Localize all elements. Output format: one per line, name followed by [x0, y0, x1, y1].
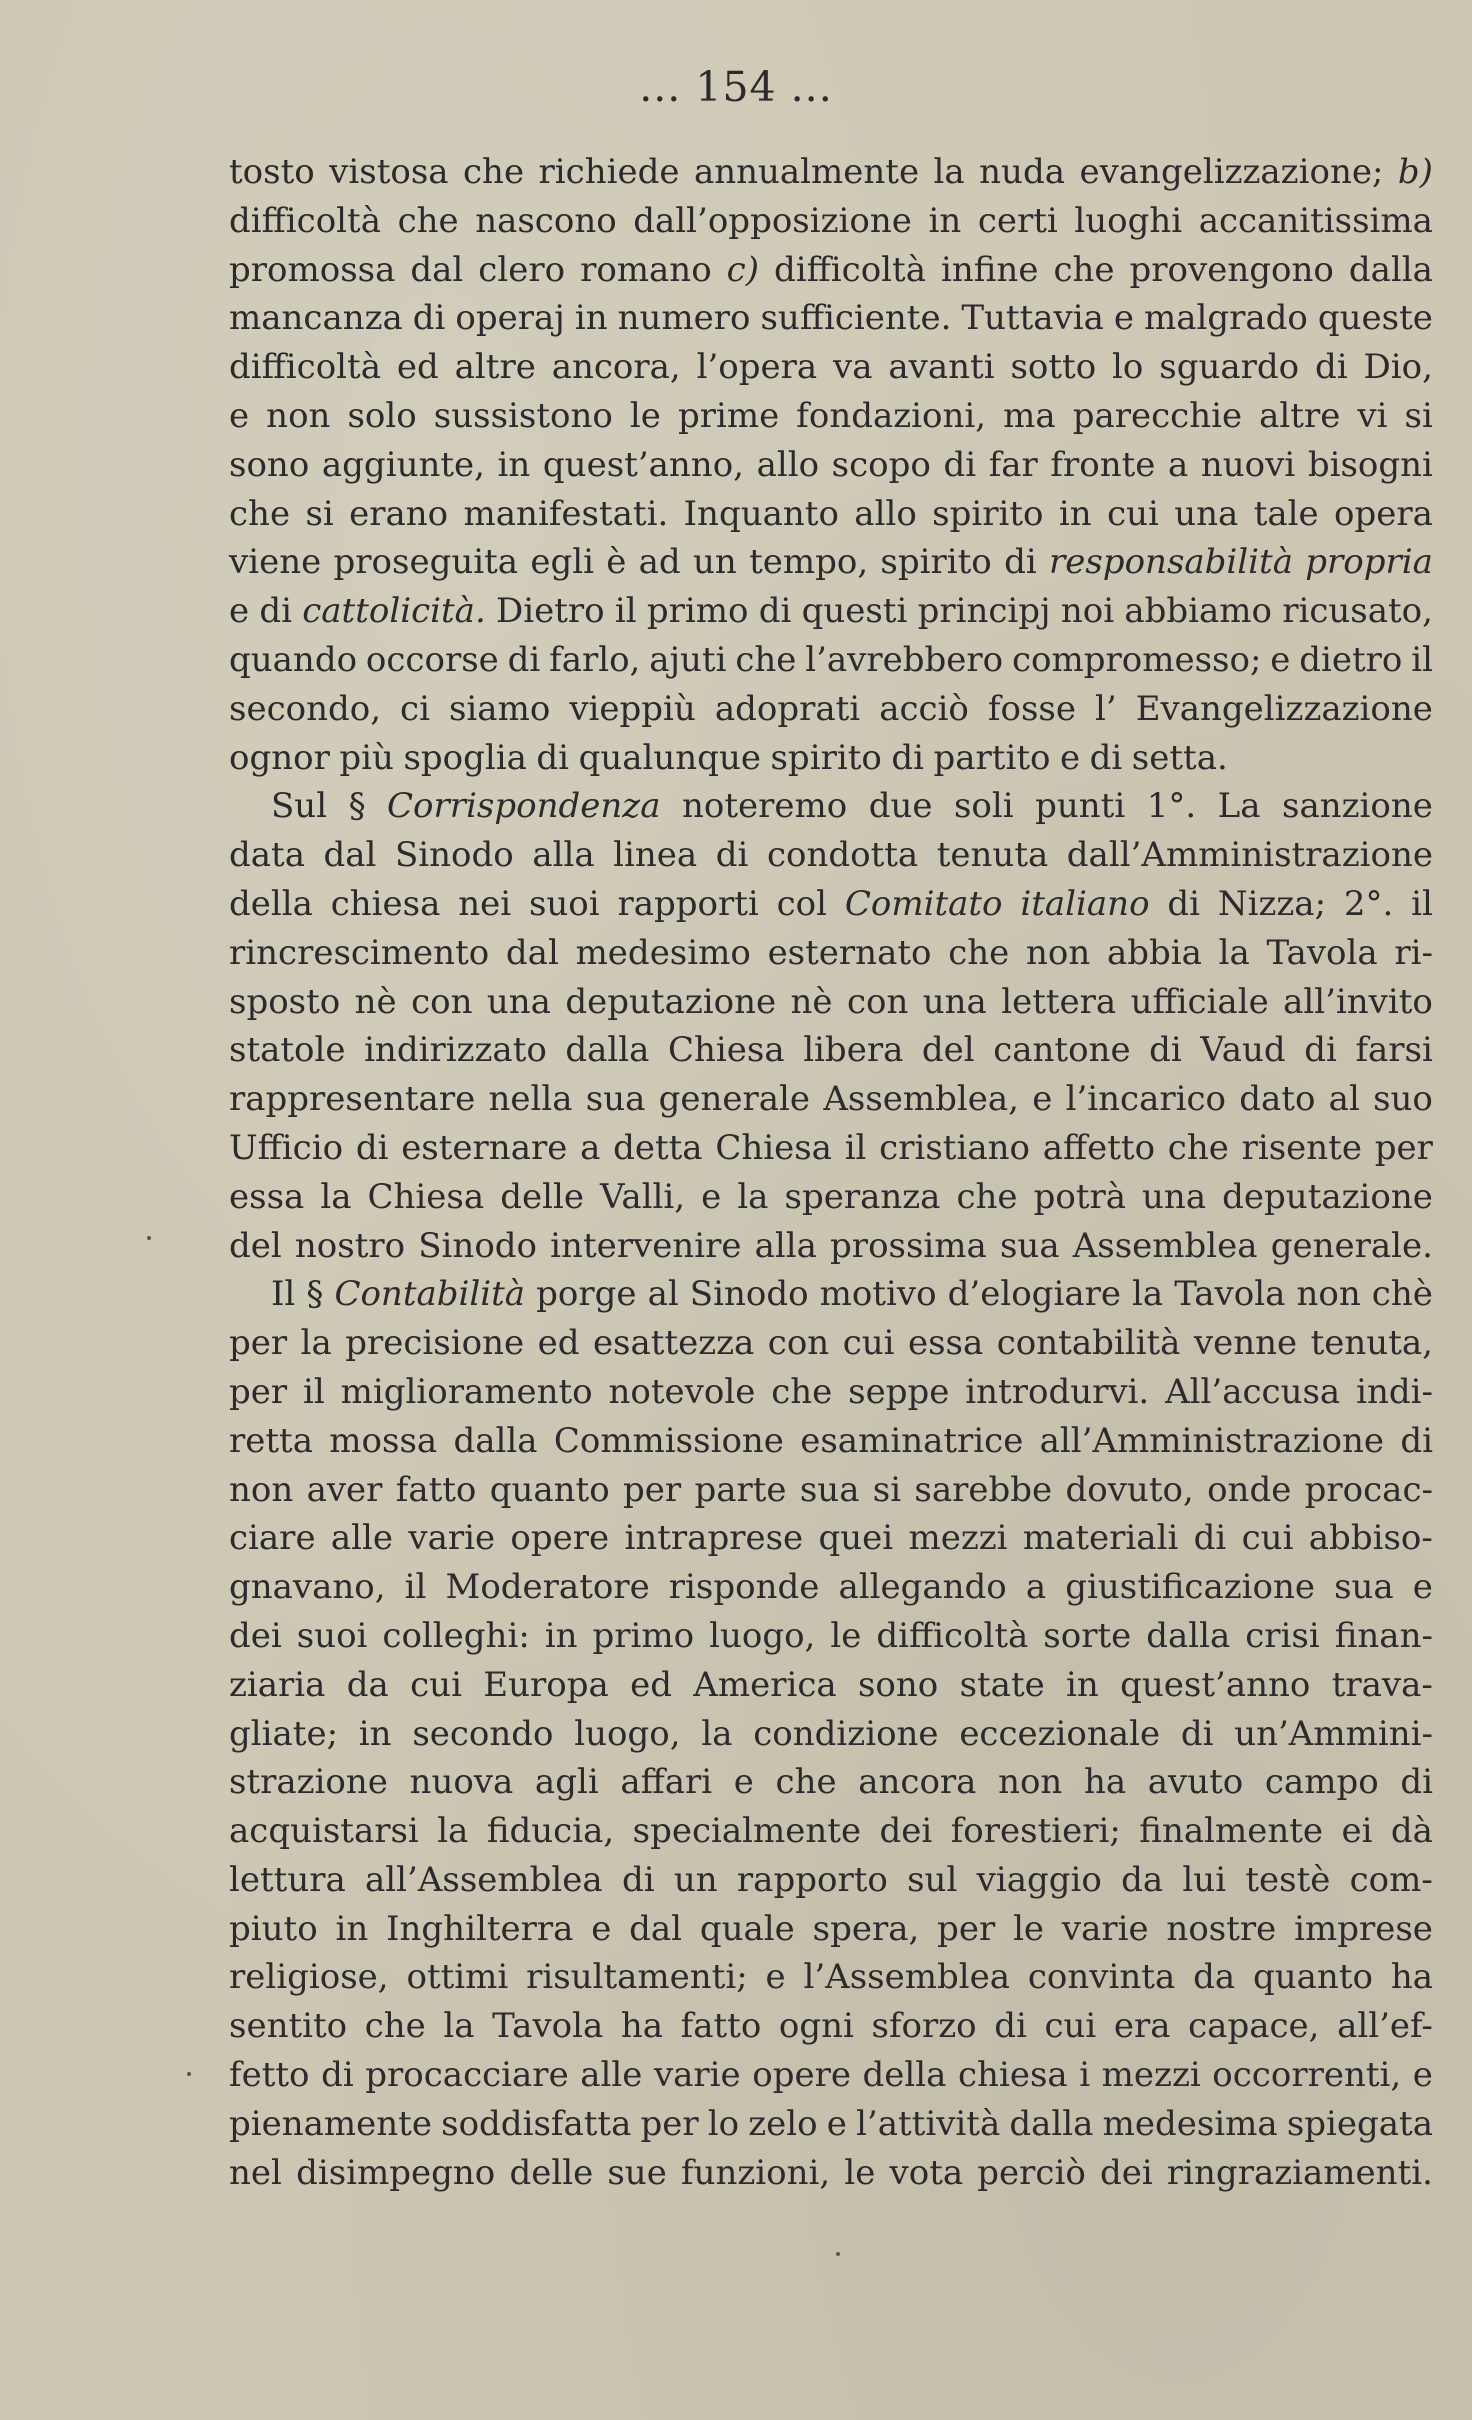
- text-line: strazione nuova agli affari e che ancora non ha avuto campo di: [229, 1762, 1433, 1803]
- text-line: sono aggiunte, in quest’anno, allo scopo di far fronte a nuovi bisogni: [229, 444, 1433, 485]
- text-line: gliate; in secondo luogo, la condizione eccezionale di un’Ammini-: [229, 1713, 1433, 1754]
- text-line: della chiesa nei suoi rapporti col Comitato italiano di Nizza; 2°. il: [229, 883, 1433, 924]
- text-line: che si erano manifestati. Inquanto allo spirito in cui una tale opera: [229, 493, 1433, 534]
- text-line: quando occorse di farlo, ajuti che l’avrebbero compromesso; e dietro il: [229, 639, 1433, 680]
- text-line: ognor più spoglia di qualunque spirito di partito e di setta.: [229, 737, 1228, 778]
- text-line: acquistarsi la fiducia, specialmente dei forestieri; finalmente ei dà: [229, 1811, 1433, 1852]
- text-line: fetto di procacciare alle varie opere della chiesa i mezzi occorrenti, e: [229, 2055, 1433, 2096]
- text-line: e di cattolicità. Dietro il primo di questi principj noi abbiamo ricusato,: [229, 591, 1433, 632]
- text-line: piuto in Inghilterra e dal quale spera, per le varie nostre imprese: [229, 1908, 1433, 1949]
- text-line: sentito che la Tavola ha fatto ogni sforzo di cui era capace, all’ef-: [229, 2006, 1433, 2047]
- text-line: rappresentare nella sua generale Assemblea, e l’incarico dato al suo: [229, 1079, 1433, 1120]
- text-line: tosto vistosa che richiede annualmente la nuda evangelizzazione; b): [229, 152, 1433, 192]
- text-line: e non solo sussistono le prime fondazioni, ma parecchie altre vi si: [229, 395, 1433, 436]
- body-text: [229, 148, 1433, 2197]
- ink-speck: [187, 2072, 191, 2076]
- text-line: per il miglioramento notevole che seppe introdurvi. All’accusa indi-: [229, 1371, 1433, 1412]
- text-line: statole indirizzato dalla Chiesa libera del cantone di Vaud di farsi: [229, 1030, 1433, 1071]
- text-line: non aver fatto quanto per parte sua si sarebbe dovuto, onde procac-: [229, 1469, 1433, 1510]
- ink-speck: [147, 1236, 151, 1240]
- page-number: ... 154 ...: [639, 63, 833, 111]
- text-line: del nostro Sinodo intervenire alla prossima sua Assemblea generale.: [229, 1225, 1433, 1266]
- text-line: secondo, ci siamo vieppiù adoprati acciò fosse l’ Evangelizzazione: [229, 688, 1433, 729]
- text-line: essa la Chiesa delle Valli, e la speranza che potrà una deputazione: [229, 1176, 1433, 1217]
- text-line: Ufficio di esternare a detta Chiesa il cristiano affetto che risente per: [229, 1127, 1433, 1168]
- text-line: Sul § Corrispondenza noteremo due soli punti 1°. La sanzione: [271, 786, 1433, 827]
- text-line: rincrescimento dal medesimo esternato che non abbia la Tavola ri-: [229, 932, 1433, 973]
- text-line: Il § Contabilità porge al Sinodo motivo d’elogiare la Tavola non chè: [271, 1274, 1433, 1315]
- text-line: nel disimpegno delle sue funzioni, le vota perciò dei ringraziamenti.: [229, 2152, 1433, 2193]
- text-line: mancanza di operaj in numero sufficiente. Tuttavia e malgrado queste: [229, 298, 1433, 339]
- text-line: per la precisione ed esattezza con cui essa contabilità venne tenuta,: [229, 1323, 1433, 1364]
- text-line: difficoltà ed altre ancora, l’opera va avanti sotto lo sguardo di Dio,: [229, 347, 1433, 388]
- text-line: ciare alle varie opere intraprese quei mezzi materiali di cui abbiso-: [229, 1518, 1433, 1559]
- text-line: promossa dal clero romano c) difficoltà infine che provengono dalla: [229, 249, 1433, 290]
- text-line: ziaria da cui Europa ed America sono state in quest’anno trava-: [229, 1664, 1433, 1705]
- text-line: lettura all’Assemblea di un rapporto sul viaggio da lui testè com-: [229, 1859, 1433, 1900]
- text-line: pienamente soddisfatta per lo zelo e l’attività dalla medesima spiegata: [229, 2103, 1433, 2144]
- ink-speck: [836, 2252, 840, 2256]
- text-line: difficoltà che nascono dall’opposizione in certi luoghi accanitissima: [229, 200, 1433, 241]
- text-line: viene proseguita egli è ad un tempo, spirito di responsabilità propria: [229, 542, 1433, 583]
- text-line: data dal Sinodo alla linea di condotta tenuta dall’Amministrazione: [229, 835, 1433, 876]
- text-line: gnavano, il Moderatore risponde allegando a giustificazione sua e: [229, 1567, 1433, 1608]
- text-line: retta mossa dalla Commissione esaminatrice all’Amministrazione di: [229, 1420, 1433, 1461]
- text-line: sposto nè con una deputazione nè con una lettera ufficiale all’invito: [229, 981, 1433, 1022]
- text-line: dei suoi colleghi: in primo luogo, le difficoltà sorte dalla crisi finan-: [229, 1615, 1433, 1656]
- text-line: religiose, ottimi risultamenti; e l’Assemblea convinta da quanto ha: [229, 1957, 1433, 1998]
